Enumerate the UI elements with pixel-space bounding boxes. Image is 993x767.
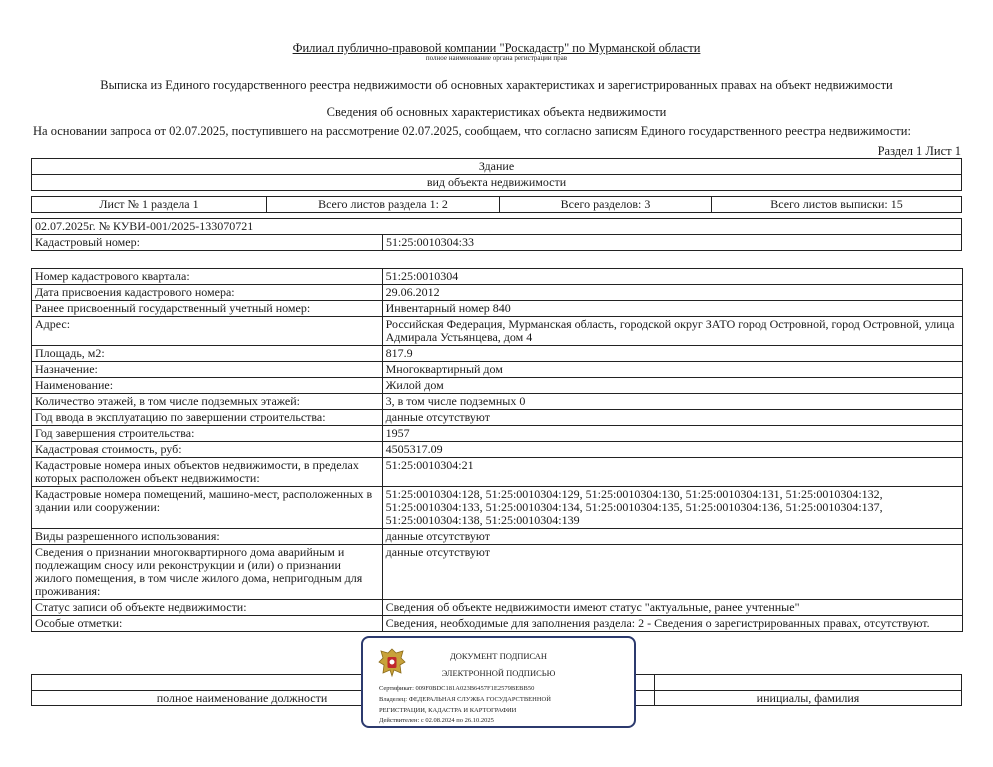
section-sheet-label: Раздел 1 Лист 1 xyxy=(877,144,961,158)
stamp-owner-2: РЕГИСТРАЦИИ, КАДАСТРА И КАРТОГРАФИИ xyxy=(379,707,517,714)
cadastral-number-label: Кадастровый номер: xyxy=(35,235,140,249)
characteristics-table xyxy=(31,268,963,632)
row-label: Статус записи об объекте недвижимости: xyxy=(32,600,383,616)
table-row xyxy=(32,317,963,346)
table-row xyxy=(32,458,963,487)
object-type-caption: вид объекта недвижимости xyxy=(426,175,567,189)
document-subtitle: Сведения об основных характеристиках объекта недвижимости xyxy=(326,105,667,119)
total-sheets-section: Всего листов раздела 1: 2 xyxy=(318,197,448,211)
table-row xyxy=(32,394,963,410)
row-value: Сведения об объекте недвижимости имеют статус "актуальные, ранее учтенные" xyxy=(382,600,962,616)
row-value: Многоквартирный дом xyxy=(382,362,962,378)
initials-caption: инициалы, фамилия xyxy=(756,691,860,705)
row-label: Кадастровые номера помещений, машино-мест, расположенных в здании или сооружении: xyxy=(32,487,383,529)
sheets-row xyxy=(31,196,962,213)
row-label: Номер кадастрового квартала: xyxy=(32,269,383,285)
total-sections: Всего разделов: 3 xyxy=(560,197,651,211)
table-row xyxy=(32,269,963,285)
total-sheets: Всего листов выписки: 15 xyxy=(770,197,903,211)
cadastral-number-value: 51:25:0010304:33 xyxy=(386,235,475,249)
row-value: данные отсутствуют xyxy=(382,545,962,600)
row-value: 51:25:0010304:21 xyxy=(382,458,962,487)
table-row xyxy=(32,346,963,362)
row-value: 1957 xyxy=(382,426,962,442)
table-row xyxy=(32,426,963,442)
row-label: Количество этажей, в том числе подземных этажей: xyxy=(32,394,383,410)
row-value: 3, в том числе подземных 0 xyxy=(382,394,962,410)
sheet-number: Лист № 1 раздела 1 xyxy=(99,197,199,211)
table-row xyxy=(32,600,963,616)
row-value: Инвентарный номер 840 xyxy=(382,301,962,317)
table-row xyxy=(32,362,963,378)
object-type-box xyxy=(31,158,962,191)
row-label: Дата присвоения кадастрового номера: xyxy=(32,285,383,301)
organization-caption: полное наименование органа регистрации прав xyxy=(425,54,568,62)
position-caption: полное наименование должности xyxy=(156,691,328,705)
row-label: Виды разрешенного использования: xyxy=(32,529,383,545)
table-row xyxy=(32,378,963,394)
row-label: Площадь, м2: xyxy=(32,346,383,362)
stamp-valid: Действителен: с 02.08.2024 по 26.10.2025 xyxy=(379,717,494,724)
row-label: Год ввода в эксплуатацию по завершении строительства: xyxy=(32,410,383,426)
row-label: Сведения о признании многоквартирного дома аварийным и подлежащим сносу или реконструкции и (или) о признании жилого помещения, в том числе жилого дома, непригодным для проживания: xyxy=(32,545,383,600)
stamp-certificate: Сертификат: 009F0BDC181A023B6457F1E2579BEBB50 xyxy=(379,685,535,692)
table-row xyxy=(32,410,963,426)
row-value: 51:25:0010304 xyxy=(382,269,962,285)
row-value: 51:25:0010304:128, 51:25:0010304:129, 51:25:0010304:130, 51:25:0010304:131, 51:25:0010304:132, 51:25:0010304:133, 51:25:0010304:134, 51:25:0010304:135, 51:25:0010304:136, 51:25:0010304:137, 51:25:0010304:138, 51:25:0010304:139 xyxy=(382,487,962,529)
organization-name: Филиал публично-правовой компании "Роскадастр" по Мурманской области xyxy=(292,41,701,55)
row-label: Адрес: xyxy=(32,317,383,346)
table-row xyxy=(32,545,963,600)
record-date-number: 02.07.2025г. № КУВИ-001/2025-133070721 xyxy=(35,219,254,233)
row-label: Год завершения строительства: xyxy=(32,426,383,442)
stamp-line-1: ДОКУМЕНТ ПОДПИСАН xyxy=(449,651,548,661)
stamp-owner-1: Владелец: ФЕДЕРАЛЬНАЯ СЛУЖБА ГОСУДАРСТВЕННОЙ xyxy=(379,696,551,703)
table-row xyxy=(32,487,963,529)
table-row xyxy=(32,285,963,301)
table-row xyxy=(32,301,963,317)
row-value: данные отсутствуют xyxy=(382,410,962,426)
row-value: данные отсутствуют xyxy=(382,529,962,545)
row-label: Кадастровая стоимость, руб: xyxy=(32,442,383,458)
row-value: 817.9 xyxy=(382,346,962,362)
row-value: Сведения, необходимые для заполнения раздела: 2 - Сведения о зарегистрированных правах, отсутствуют. xyxy=(382,616,962,632)
row-label: Назначение: xyxy=(32,362,383,378)
row-label: Особые отметки: xyxy=(32,616,383,632)
document-title: Выписка из Единого государственного реестра недвижимости об основных характеристиках и зарегистрированных правах на объект недвижимости xyxy=(100,78,893,92)
table-row xyxy=(32,529,963,545)
table-row xyxy=(32,442,963,458)
row-value: 4505317.09 xyxy=(382,442,962,458)
row-value: Жилой дом xyxy=(382,378,962,394)
electronic-signature-stamp xyxy=(361,636,636,728)
object-type: Здание xyxy=(478,159,515,173)
row-value: Российская Федерация, Мурманская область, городской округ ЗАТО город Островной, город Островной, улица Адмирала Устьянцева, дом 4 xyxy=(382,317,962,346)
record-box xyxy=(31,218,962,251)
row-value: 29.06.2012 xyxy=(382,285,962,301)
request-basis: На основании запроса от 02.07.2025, поступившего на рассмотрение 02.07.2025, сообщаем, что согласно записям Единого государственного реестра недвижимости: xyxy=(33,124,911,138)
stamp-line-2: ЭЛЕКТРОННОЙ ПОДПИСЬЮ xyxy=(441,668,556,678)
row-label: Наименование: xyxy=(32,378,383,394)
row-label: Ранее присвоенный государственный учетный номер: xyxy=(32,301,383,317)
table-row xyxy=(32,616,963,632)
row-label: Кадастровые номера иных объектов недвижимости, в пределах которых расположен объект недвижимости: xyxy=(32,458,383,487)
